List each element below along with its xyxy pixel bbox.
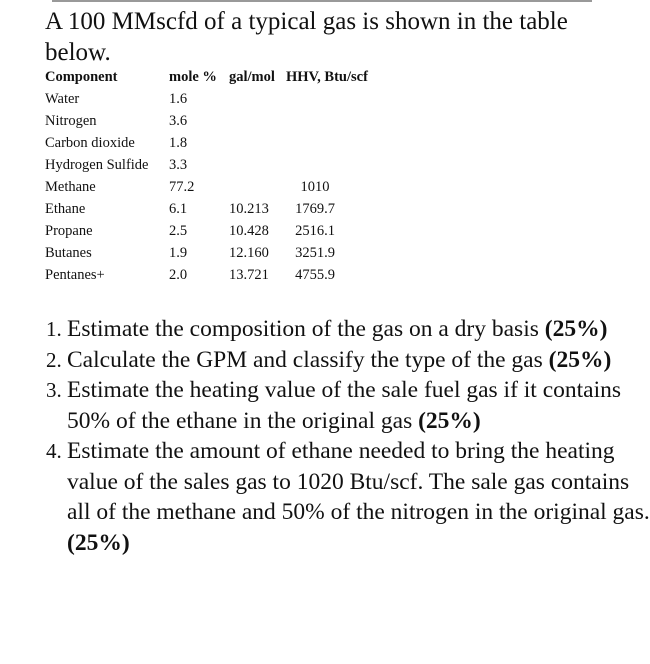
cell-gal-per-mol: 10.428 [229,222,269,239]
cell-gal-per-mol [229,110,286,132]
cell-hhv [286,88,386,110]
table-row [45,198,386,220]
cell-gal-per-mol [229,132,286,154]
table-row [45,176,386,198]
cell-component: Hydrogen Sulfide [45,156,149,173]
question-weight: (25%) [548,346,612,373]
header-hhv: HHV, Btu/scf [286,68,368,85]
question-text: Calculate the GPM and classify the type of the gas [67,346,543,373]
table-row [45,88,386,110]
table-row [45,154,386,176]
top-divider [52,0,592,2]
cell-hhv [286,264,386,286]
cell-component: Water [45,90,80,107]
cell-hhv [286,220,386,242]
question-item [67,345,650,376]
question-weight: (25%) [544,316,608,342]
cell-mole-percent: 3.6 [169,112,188,129]
question-item [67,314,650,345]
table-row [45,132,386,154]
question-weight: (25%) [418,407,481,434]
cell-mole-percent: 1.6 [169,90,188,107]
table-header-row [45,66,386,88]
question-item [67,436,650,558]
cell-hhv-value: 4755.9 [295,266,335,283]
cell-component: Propane [45,222,93,239]
question-weight: (25%) [67,529,130,556]
cell-component: Carbon dioxide [45,134,135,151]
cell-hhv-value: 1010 [300,178,330,195]
cell-mole-percent: 3.3 [169,156,188,173]
cell-gal-per-mol [229,176,286,198]
cell-hhv [286,132,386,154]
cell-hhv-value: 3251.9 [295,244,335,261]
cell-gal-per-mol: 10.213 [229,200,269,217]
cell-hhv [286,198,386,220]
cell-mole-percent: 1.9 [169,244,188,261]
question-list [45,314,650,558]
cell-mole-percent: 6.1 [169,200,188,217]
question-text: Estimate the composition of the gas on a dry basis [67,316,539,342]
question-text: Estimate the amount of ethane needed to bring the heating value of the sales gas to 1020 Btu/scf. The sale gas contains all of the methane and 50% of the nitrogen in the original gas. [67,438,650,525]
cell-mole-percent: 1.8 [169,134,188,151]
table-row [45,220,386,242]
cell-mole-percent: 77.2 [169,178,195,195]
table-row [45,110,386,132]
cell-hhv [286,110,386,132]
cell-mole-percent: 2.0 [169,266,188,283]
cell-component: Pentanes+ [45,266,105,283]
cell-component: Nitrogen [45,112,97,129]
header-component: Component [45,68,118,85]
cell-component: Ethane [45,200,86,217]
cell-mole-percent: 2.5 [169,222,188,239]
cell-component: Butanes [45,244,92,261]
cell-gal-per-mol [229,154,286,176]
cell-gal-per-mol [229,88,286,110]
table-row [45,242,386,264]
cell-hhv [286,242,386,264]
header-gal-per-mol: gal/mol [229,68,275,85]
cell-hhv [286,176,386,198]
question-text: Estimate the heating value of the sale fuel gas if it contains 50% of the ethane in the original gas [67,377,622,434]
cell-hhv-value: 2516.1 [295,222,335,239]
header-mole-percent: mole % [169,68,217,85]
cell-hhv [286,154,386,176]
cell-gal-per-mol: 12.160 [229,244,269,261]
question-item [67,375,650,436]
table-row [45,264,386,286]
cell-gal-per-mol: 13.721 [229,266,269,283]
cell-component: Methane [45,178,96,195]
intro-text: A 100 MMscfd of a typical gas is shown in the table below. [45,8,568,66]
gas-composition-table [45,66,386,286]
cell-hhv-value: 1769.7 [295,200,335,217]
